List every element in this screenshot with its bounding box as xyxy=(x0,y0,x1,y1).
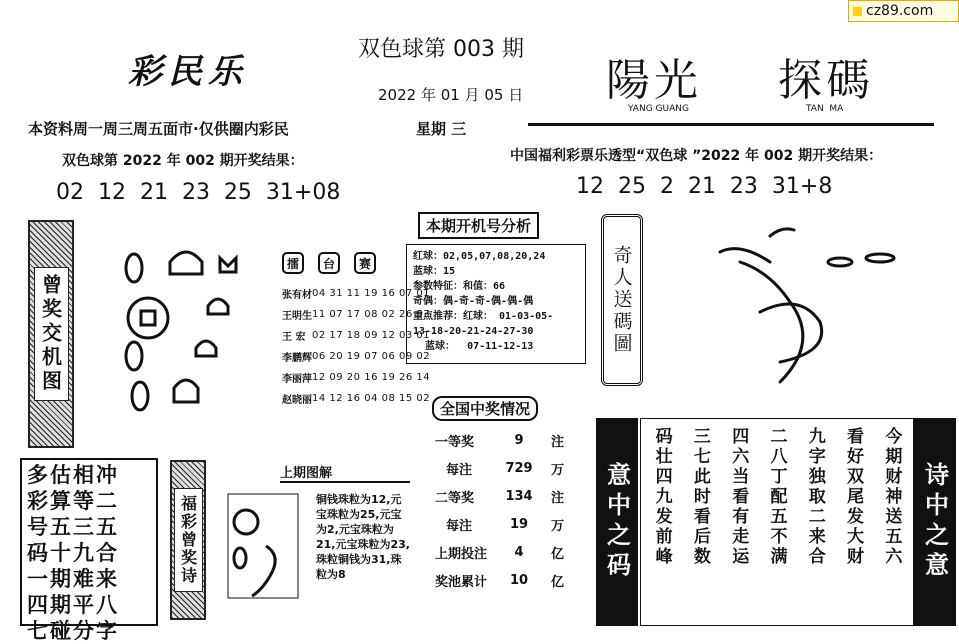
table-row: 二等奖 134 注 xyxy=(435,488,565,506)
poem-row: 七 碰 分 字 xyxy=(27,619,117,643)
seal-lei: 擂 xyxy=(282,252,304,274)
table-row: 张有材 04 31 11 19 16 07 01 xyxy=(282,288,431,301)
badge-square-icon xyxy=(853,7,862,16)
bird-head-stroke xyxy=(720,249,770,262)
fucai-banner: 福彩曾奖诗 xyxy=(170,460,206,620)
analysis-line: 蓝球： 07-11-12-13 xyxy=(413,341,534,352)
weekday-text: 星期 三 xyxy=(416,120,467,138)
last-picture-title: 上期图解 xyxy=(280,462,410,483)
bird-wing-stroke xyxy=(760,304,822,362)
table-row: 王 宏 02 17 18 09 12 03 01 xyxy=(282,330,431,343)
right-banner-yizhong: 意中之码 xyxy=(596,418,638,626)
bead-icon xyxy=(126,254,142,282)
poem-row: 码 十 九 合 xyxy=(27,541,117,565)
analysis-line: 重点推荐：红球： 01-03-05- xyxy=(413,311,554,322)
table-row: 奖池累计 10 亿 xyxy=(435,572,565,590)
prize-title: 全国中奖情况 xyxy=(432,396,538,421)
poem-column: 三七此时看后数 xyxy=(689,427,710,567)
poem-row: 彩 算 等 二 xyxy=(27,489,117,513)
issue-title: 双色球第 003 期 xyxy=(358,37,524,62)
cloud-icon xyxy=(828,258,852,266)
last-picture-text: 铜钱珠粒为12,元宝珠粒为25,元宝为2,元宝珠粒为21,元宝珠粒为23,珠粒铜钱为31,珠粒为8 xyxy=(316,493,410,581)
bird-beak-stroke xyxy=(770,229,794,236)
table-row: 王明生 11 07 17 08 02 26 03 xyxy=(282,309,431,322)
table-row: 一等奖 9 注 xyxy=(435,432,565,450)
analysis-line: 红球：02,05,07,08,20,24 xyxy=(413,251,546,262)
qiren-banner: 奇人送碼圖 xyxy=(601,214,643,386)
coin-icon xyxy=(234,510,258,534)
poem-column: 今期财神送五六 xyxy=(881,427,902,567)
brand-right-tanma: 探碼 xyxy=(778,55,874,106)
brand-right-yangguang: 陽光 xyxy=(606,55,702,106)
poem-row: 一 期 难 来 xyxy=(27,567,117,591)
right-banner-shizhong: 诗中之意 xyxy=(914,418,956,626)
analysis-line: 13-18-20-21-24-27-30 xyxy=(413,326,534,337)
cloud-icon-2 xyxy=(866,254,894,262)
ingot-icon-2 xyxy=(220,258,236,272)
table-row: 李丽萍 12 09 20 16 19 26 14 xyxy=(282,372,431,385)
bead-icon xyxy=(234,548,246,568)
poem-row: 多 估 相 冲 xyxy=(27,463,117,487)
analysis-line: 蓝球：15 xyxy=(413,266,456,277)
site-badge-text: cz89.com xyxy=(866,3,934,19)
left-result-numbers: 02 12 21 23 25 31+08 xyxy=(56,180,341,205)
ingot-stroke xyxy=(252,546,275,596)
table-row: 赵晓丽 14 12 16 04 08 15 02 xyxy=(282,393,431,406)
last-picture-panel xyxy=(280,462,410,483)
seal-sai: 赛 xyxy=(354,252,376,274)
left-poem-frame xyxy=(20,458,158,643)
poem-column: 九字独取二来合 xyxy=(804,427,825,567)
brand-right-sub-tanma: TAN MA xyxy=(806,104,844,114)
site-badge[interactable] xyxy=(848,0,959,22)
poem-column: 四六当看有走运 xyxy=(728,427,749,567)
left-vertical-banner: 曾奖交机图 xyxy=(28,220,74,448)
table-row: 李鹏辉 06 20 19 07 06 09 02 xyxy=(282,351,431,364)
analysis-line: 参数特征：和值：66 xyxy=(413,281,506,292)
coin-hole-icon xyxy=(141,311,155,325)
ingot-icon-5 xyxy=(174,380,198,402)
poem-row: 四 期 平 八 xyxy=(27,593,117,617)
copper-coin-icon xyxy=(128,298,168,338)
poem-column: 看好双尾发大财 xyxy=(843,427,864,567)
left-poem-grid xyxy=(26,462,118,644)
poem-column: 二八丁配五不满 xyxy=(766,427,787,567)
prize-table xyxy=(432,426,567,594)
brand-left: 彩民乐 xyxy=(128,52,248,92)
puzzle-picture xyxy=(112,246,252,422)
right-result-label: 中国福利彩票乐透型“双色球 ”2022 年 002 期开奖结果： xyxy=(510,148,883,164)
analysis-line: 奇偶：偶-奇-奇-偶-偶-偶 xyxy=(413,296,534,307)
left-result-label: 双色球第 2022 年 002 期开奖结果： xyxy=(62,153,304,169)
notice-text: 本资料周一周三周五面市·仅供圈内彩民 xyxy=(28,120,289,138)
brand-right-sub-yangguang: YANG GUANG xyxy=(628,104,689,114)
ingot-icon-4 xyxy=(196,341,216,356)
ingot-icon xyxy=(170,252,202,274)
table-row: 上期投注 4 亿 xyxy=(435,544,565,562)
sketch-frame xyxy=(228,494,298,598)
bird-body-stroke xyxy=(740,262,803,382)
last-picture-sketch xyxy=(226,492,306,602)
table-row: 每注 19 万 xyxy=(446,516,565,534)
leaderboard-seals xyxy=(282,252,376,274)
table-row: 每注 729 万 xyxy=(446,460,565,478)
issue-date: 2022 年 01 月 05 日 xyxy=(378,86,524,104)
seal-tai: 台 xyxy=(318,252,340,274)
right-poem xyxy=(640,418,914,626)
analysis-title: 本期开机号分析 xyxy=(418,212,539,239)
analysis-box xyxy=(406,244,586,364)
poem-column: 码壮四九发前峰 xyxy=(651,427,672,567)
bead-icon-3 xyxy=(132,382,148,410)
ingot-icon-3 xyxy=(208,299,228,314)
bird-sketch xyxy=(700,222,900,394)
poem-row: 号 五 三 五 xyxy=(27,515,117,539)
header-rule xyxy=(528,123,934,126)
bead-icon-2 xyxy=(126,342,142,370)
right-result-numbers: 12 25 2 21 23 31+8 xyxy=(576,174,833,199)
